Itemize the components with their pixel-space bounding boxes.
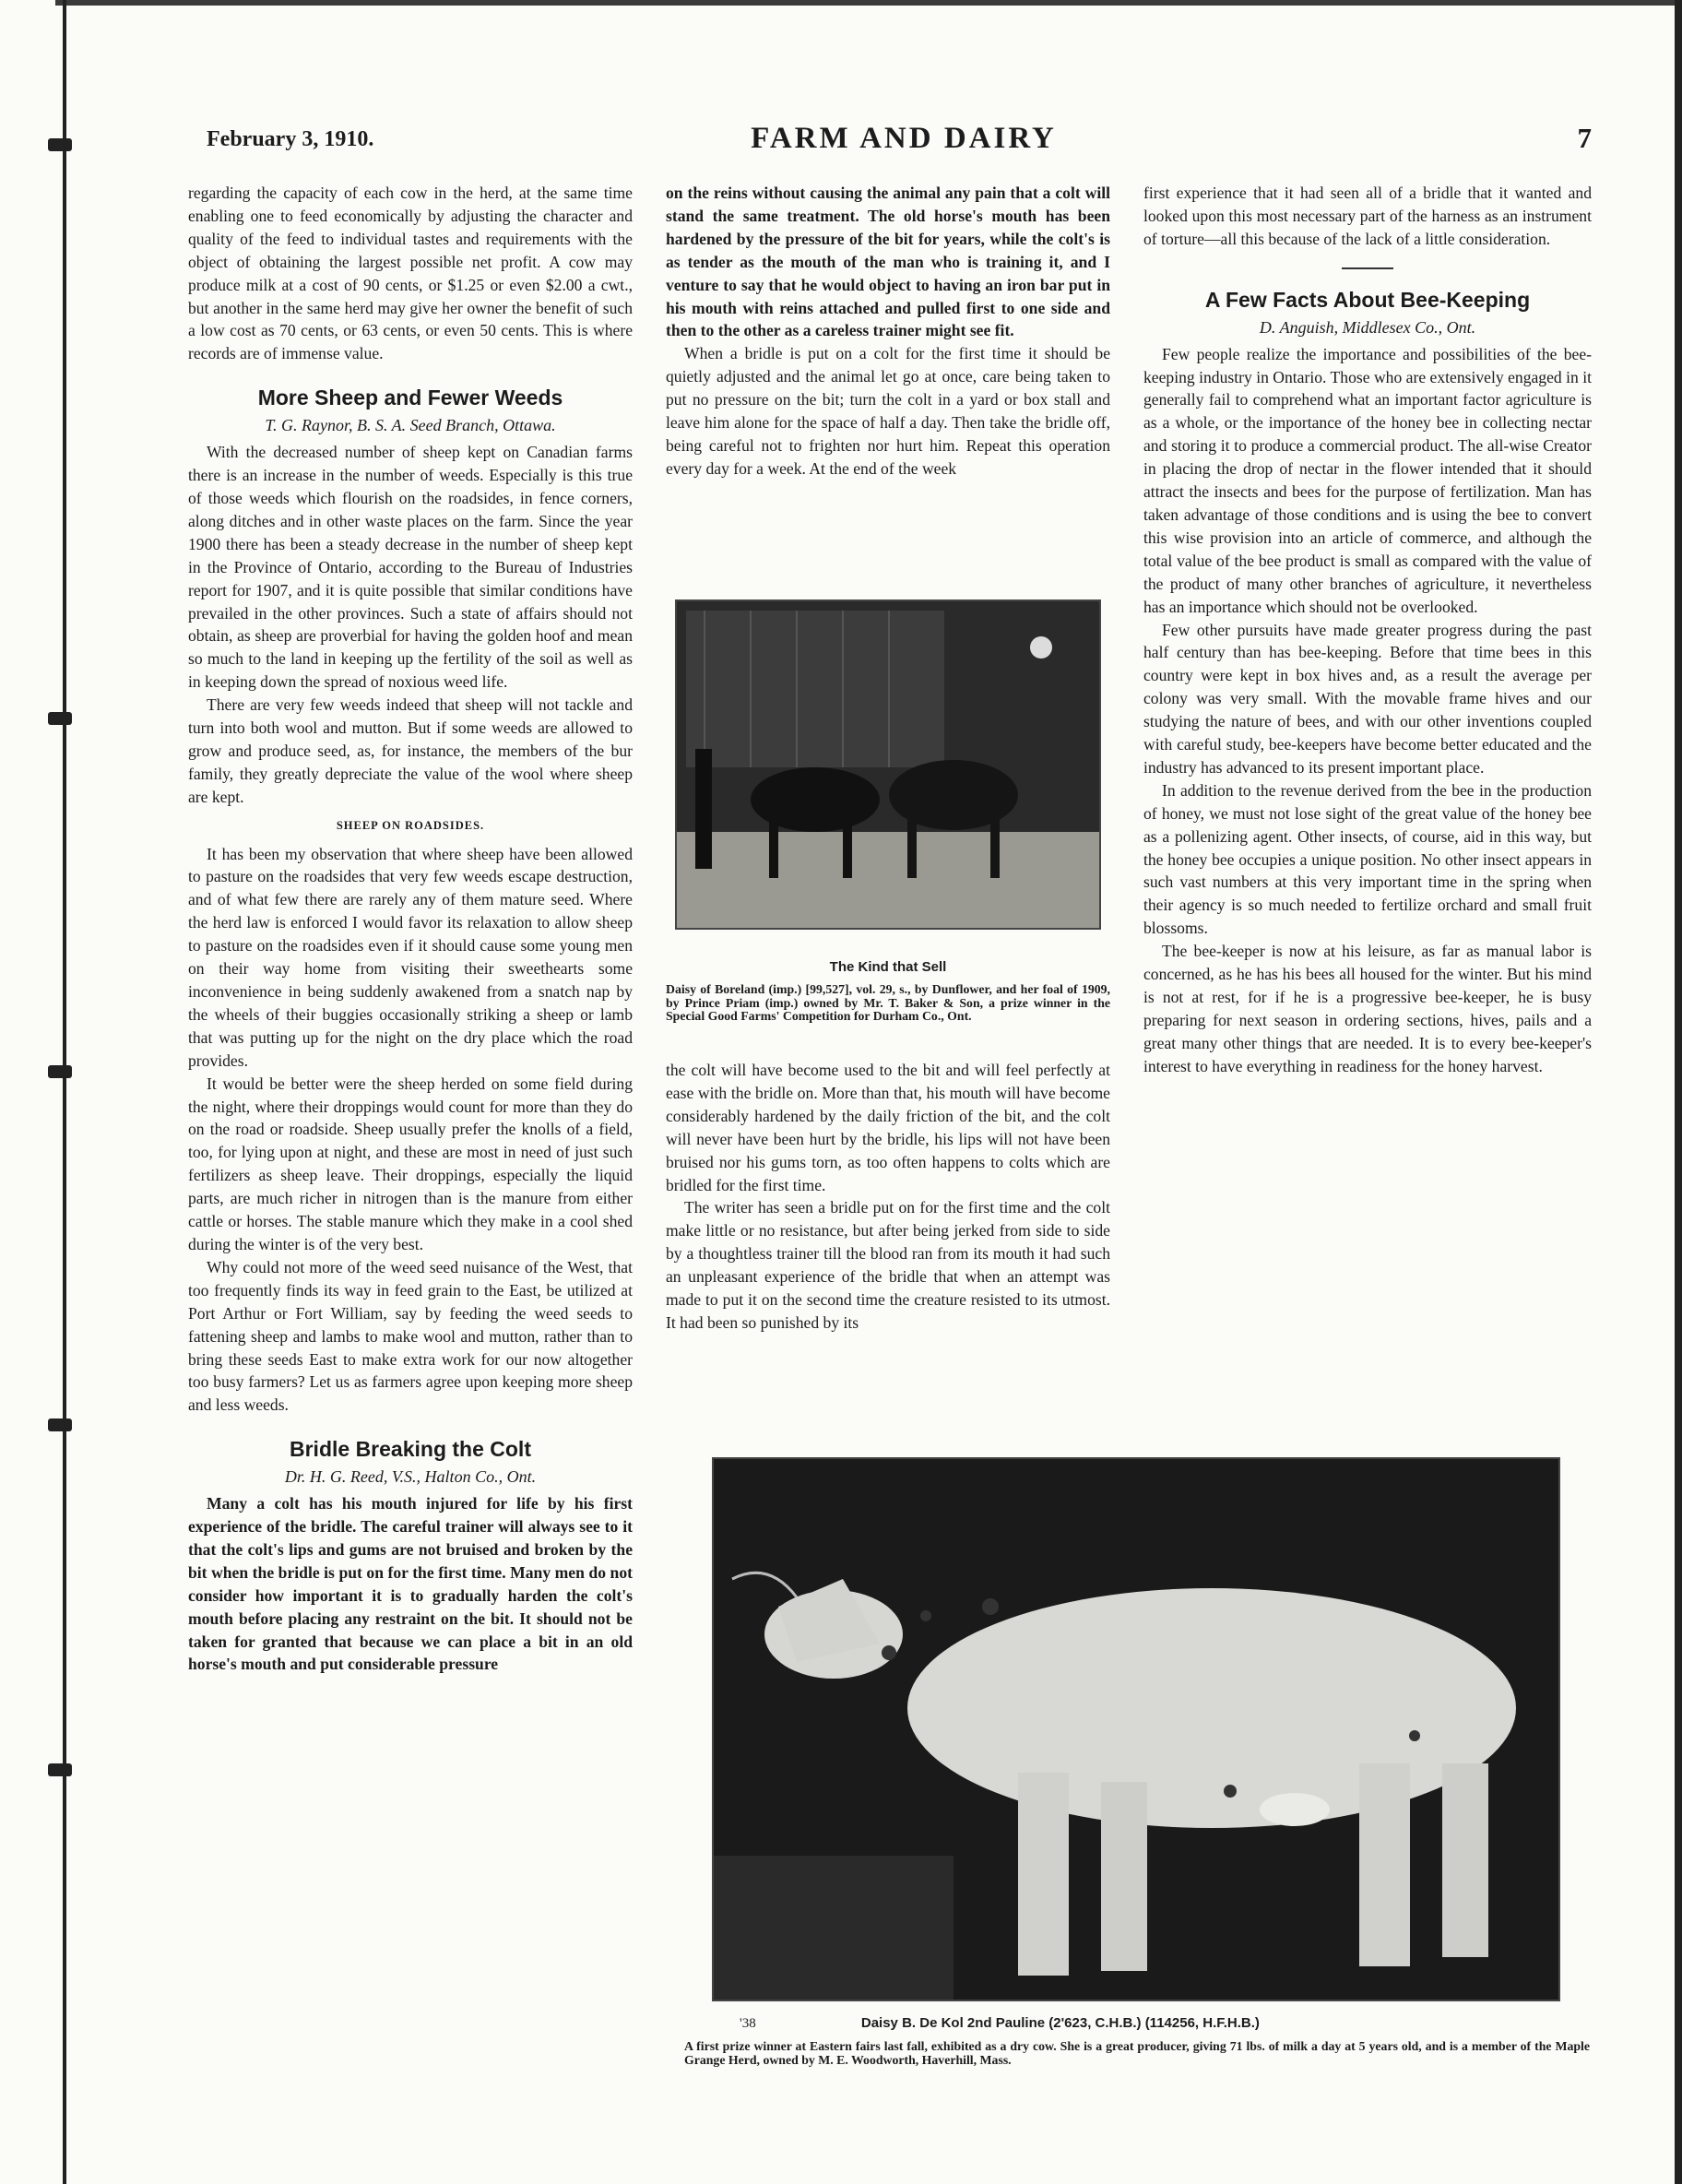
binding-mark bbox=[48, 712, 72, 725]
column-2-top bbox=[666, 182, 1110, 481]
article-paragraph: The bee-keeper is now at his leisure, as far as manual labor is concerned, as he has his bees all housed for the winter. But his mind is not at rest, for if he is a progressive bee-keeper, he is busy preparing for next season in ordering sections, hives, pails and a great many other things that are needed. It is to every bee-keeper's interest to have everything in readiness for the honey harvest. bbox=[1143, 942, 1592, 1075]
horse-photo bbox=[675, 599, 1101, 930]
article-paragraph: There are very few weeds indeed that sheep will not tackle and turn into both wool and mutton. But if some weeds are allowed to grow and produce seed, as, for instance, the members of the bur family, they greatly depreciate the value of the wool where sheep are kept. bbox=[188, 695, 633, 806]
article-heading-colt: Bridle Breaking the Colt bbox=[290, 1437, 531, 1462]
article-paragraph: With the decreased number of sheep kept on Canadian farms there is an increase in the number of weeds. Especially is this true of those weeds which flourish on the roadsides, in fence corners, along ditches and in other waste places on the farm. Since the year 1900 there has been a steady decrease in the number of sheep kept in the Province of Ontario, according to the Bureau of Industries report for 1907, and it is quite possible that similar conditions have prevailed in the other provinces. Such a state of affairs should not obtain, as sheep are proverbial for having the golden hoof and mean so much to the land in keeping up the fertility of the soil as well as in keeping down the spread of noxious weed life. bbox=[188, 443, 633, 692]
article-heading-sheep: More Sheep and Fewer Weeds bbox=[257, 386, 563, 410]
article-byline-sheep: T. G. Raynor, B. S. A. Seed Branch, Ottawa. bbox=[265, 416, 556, 435]
right-border bbox=[1675, 0, 1682, 2184]
section-divider bbox=[1342, 267, 1393, 269]
column-3 bbox=[1143, 182, 1592, 1078]
article-paragraph: Few other pursuits have made greater progress during the past half century than has bee-keeping. Before that time bees in this country were kept in box hives and, as a result the average per colony was very small. With the movable frame hives and our studying the nature of bees, and with our other inventions coupled with careful study, bee-keepers have become better educated and the industry has advanced to its present important place. bbox=[1143, 620, 1592, 777]
cow-photo-caption-title: Daisy B. De Kol 2nd Pauline (2'623, C.H.B.) (114256, H.F.H.B.) bbox=[860, 2015, 1260, 2031]
binding-mark bbox=[48, 1418, 72, 1431]
binding-mark bbox=[48, 138, 72, 151]
masthead bbox=[207, 122, 1601, 159]
plate-number: '38 bbox=[740, 2016, 756, 2031]
newspaper-title: FARM AND DAIRY bbox=[751, 122, 1057, 155]
article-paragraph: The writer has seen a bridle put on for the first time and the colt make little or no resistance, but after being jerked from side to side by a thoughtless trainer till the blood ran from its mouth it had such an unpleasant experience of the bridle that when an attempt was made to put it on the second time the creature resisted to its utmost. It had been so punished by its bbox=[666, 1198, 1110, 1332]
article-continuation: regarding the capacity of each cow in the herd, at the same time enabling one to feed economically by adjusting the character and quality of the feed to individual tastes and requirements with the object of obtaining the largest possible net profit. A cow may produce milk at a cost of 90 cents, or $1.25 or even $2.00 a cwt., but another in the same herd may give her owner the benefit of such a low cost as 70 cents, or 63 cents, or even 50 cents. This is where records are of immense value. bbox=[188, 184, 633, 363]
cow-photo-caption: A first prize winner at Eastern fairs last fall, exhibited as a dry cow. She is a great producer, giving 71 lbs. of milk a day at 5 years old, and is a member of the Maple Grange Herd, owned by M. E. Woodworth, Haverhill, Mass. bbox=[684, 2039, 1590, 2067]
cow-image bbox=[714, 1459, 1558, 2000]
binding-mark bbox=[48, 1763, 72, 1776]
page-number: 7 bbox=[1577, 122, 1592, 154]
article-paragraph: Many a colt has his mouth injured for life by his first experience of the bridle. The careful trainer will always see to it that the colt's lips and gums are not bruised and broken by the bit when the bridle is put on for the first time. Many men do not consider how important it is to gradually harden the colt's mouth before placing any restraint on the bit. It should not be taken for granted that because we can place a bit in an old horse's mouth and put considerable pressure bbox=[188, 1494, 633, 1674]
cow-photo bbox=[712, 1457, 1560, 2001]
article-paragraph: It would be better were the sheep herded on some field during the night, where their droppings would count for more than they do on the road or roadside. Sheep usually prefer the knolls of a field, too, for lying upon at night, and these are most in need of just such fertilizers as sheep leave. Their droppings, especially the liquid parts, are much richer in nitrogen than is the manure from either cattle or horses. The stable manure which they make in a cool shed during the winter is of the very best. bbox=[188, 1074, 633, 1253]
column-1 bbox=[188, 182, 633, 1676]
article-paragraph: Why could not more of the weed seed nuisance of the West, that too frequently finds its way in feed grain to the East, be utilized at Port Arthur or Fort William, say by feeding the weed seeds to fattening sheep and lambs to make wool and mutton, rather than to bring these seeds East to make extra work for our now altogether too busy farmers? Let us as farmers agree upon keeping more sheep and less weeds. bbox=[188, 1257, 633, 1415]
cow-photo-caption-title-row bbox=[712, 2015, 1560, 2032]
column-2-bottom bbox=[666, 1059, 1110, 1335]
article-paragraph: the colt will have become used to the bit and will feel perfectly at ease with the bridle on. More than that, his mouth will have become considerably hardened by the daily friction of the bit, and the colt will never have been hurt by the bridle, his lips will not have been bruised nor his gums torn, as too often happens to colts which are bridled for the first time. bbox=[666, 1061, 1110, 1194]
article-paragraph: Few people realize the importance and possibilities of the bee-keeping industry in Ontario. Those who are extensively engaged in it generally fail to comprehend what an important factor agriculture is as a whole, or the importance of the honey bee in collecting nectar and storing it to produce a commercial product. The all-wise Creator in placing the drop of nectar in the flower intended that it should attract the insects and bees for the purpose of fertilization. Man has taken advantage of those conditions and is using the bee to convert this wise provision into an article of commerce, and although the total value of the bee product is small as compared with the value of the product of many other branches of agriculture, it nevertheless has an importance which should not be overlooked. bbox=[1143, 344, 1592, 616]
article-subheading: SHEEP ON ROADSIDES. bbox=[336, 818, 485, 832]
issue-date: February 3, 1910. bbox=[207, 127, 374, 151]
binding-edge-line bbox=[63, 0, 66, 2184]
article-paragraph: When a bridle is put on a colt for the first time it should be quietly adjusted and the animal let go at once, care being taken to put no pressure on the bit; turn the colt in a yard or box stall and leave him alone for the space of half a day. Then take the bridle off, being careful not to frighten nor hurt him. Repeat this operation every day for a week. At the end of the week bbox=[666, 344, 1110, 478]
horse-photo-caption: Daisy of Boreland (imp.) [99,527], vol. 29, s., by Dunflower, and her foal of 1909, by Prince Priam (imp.) owned by Mr. T. Baker & Son, a prize winner in the Special Good Farms' Competition for Durham Co., Ont. bbox=[666, 982, 1110, 1023]
horse-image bbox=[677, 601, 1099, 928]
article-byline-bees: D. Anguish, Middlesex Co., Ont. bbox=[1259, 317, 1476, 337]
article-paragraph: In addition to the revenue derived from the bee in the production of honey, we must not lose sight of the great value of the honey bee as a pollenizing agent. Other insects, of course, aid in this way, but the honey bee occupies a unique position. No other insect appears in such vast numbers at this very important time in the spring when their agency is so much needed to fertilize orchard and small fruit blossoms. bbox=[1143, 780, 1592, 938]
article-paragraph: It has been my observation that where sheep have been allowed to pasture on the roadsides that very few weeds escape destruction, and of what few there are rarely any of them mature seed. Where the herd law is enforced I would favor its relaxation to allow sheep to pasture on the roadsides even if it should cause some young men on their way home from visiting their sweethearts some inconvenience in being suddenly awakened from a snatch nap by the wheels of their buggies occasionally striking a sheep or lamb that was putting up for the night on the dry place which the road provides. bbox=[188, 844, 633, 1070]
top-border bbox=[55, 0, 1682, 6]
horse-photo-caption-title: The Kind that Sell bbox=[829, 959, 947, 975]
article-byline-colt: Dr. H. G. Reed, V.S., Halton Co., Ont. bbox=[284, 1467, 537, 1487]
article-continuation: on the reins without causing the animal any pain that a colt will stand the same treatment. The old horse's mouth has been hardened by the pressure of the bit for years, while the colt's is as tender as the mouth of the man who is training it, and I venture to say that he would object to having an iron bar put in his mouth with reins attached and pulled first to one side and then to the other as a careless trainer might see fit. bbox=[666, 184, 1110, 340]
article-continuation: first experience that it had seen all of a bridle that it wanted and looked upon this most necessary part of the harness as an instrument of torture—all this because of the lack of a little consideration. bbox=[1143, 184, 1592, 248]
binding-mark bbox=[48, 1065, 72, 1078]
article-heading-bees: A Few Facts About Bee-Keeping bbox=[1204, 287, 1531, 312]
